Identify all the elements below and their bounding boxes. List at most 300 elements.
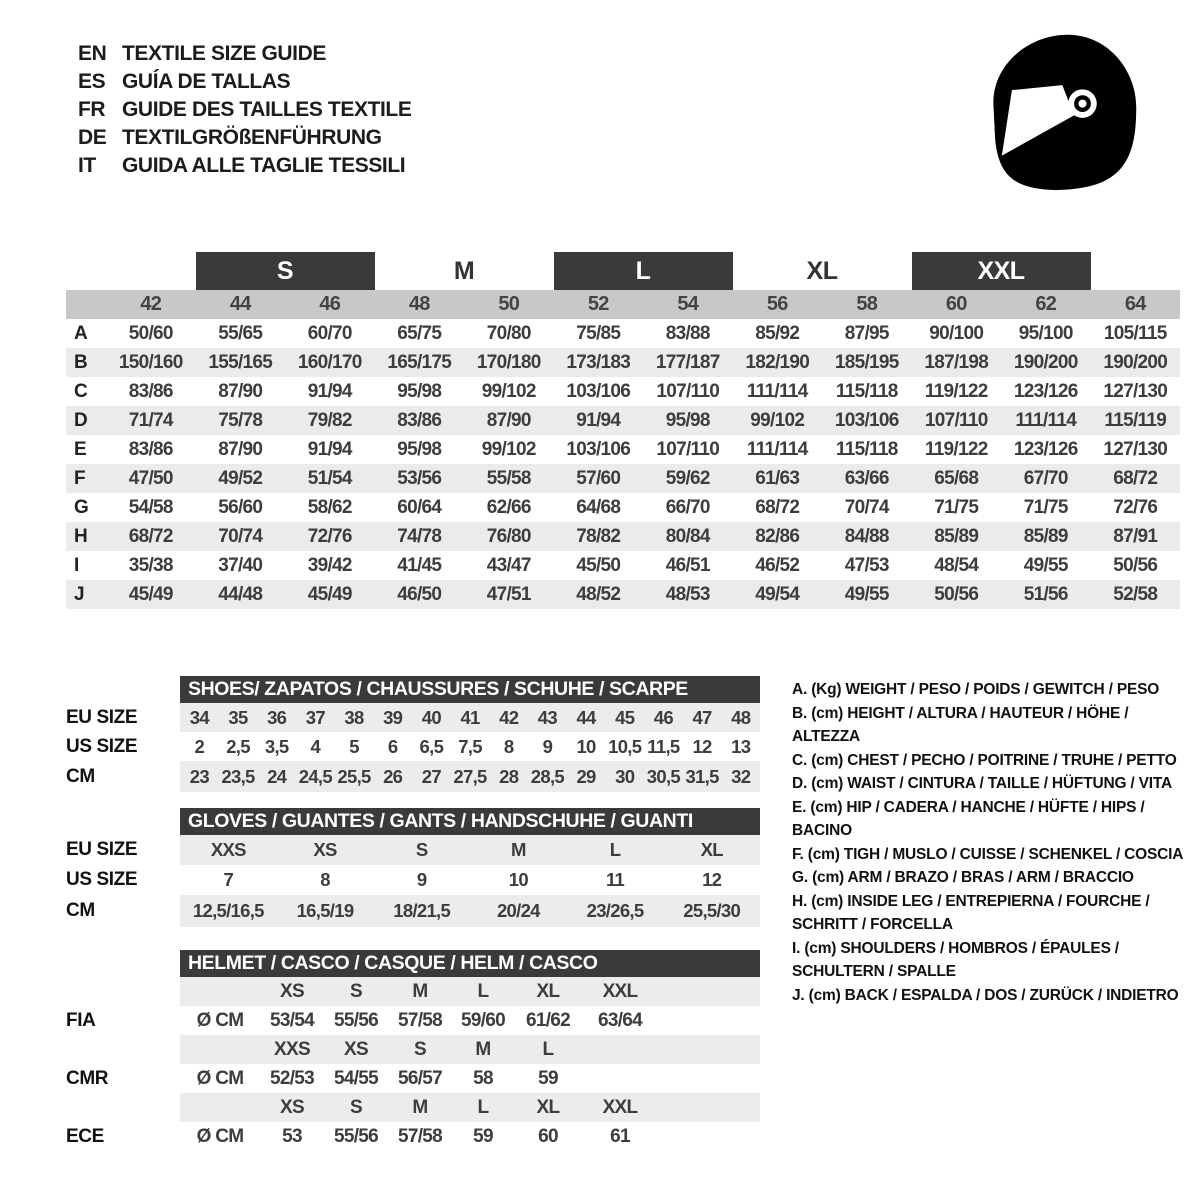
table-row [66, 761, 760, 792]
legend-item: J. (cm) BACK / ESPALDA / DOS / ZURÜCK / INDIETRO [792, 986, 1179, 1004]
size-cell: 87/95 [844, 322, 889, 344]
size-cell: 48/53 [665, 583, 710, 605]
size-cell: 71/74 [128, 409, 173, 431]
table-row [66, 895, 760, 927]
size-cell: 2 [194, 735, 205, 757]
size-cell: 55/58 [486, 467, 531, 489]
size-cell: 71/75 [934, 496, 979, 518]
size-cell: XS [313, 839, 337, 860]
size-cell: 46 [319, 293, 341, 315]
row-label: CM [66, 900, 95, 921]
size-cell: 53 [282, 1125, 302, 1147]
diameter-label: Ø CM [196, 1009, 244, 1031]
size-cell: L [542, 1038, 554, 1060]
size-band-row [66, 252, 1180, 290]
size-cell: 2,5 [226, 735, 250, 757]
row-letter: F [74, 467, 85, 489]
row-cells [180, 1035, 760, 1064]
spacer-cell [180, 977, 260, 1006]
size-cell: 103/106 [566, 438, 631, 460]
row-label: EU SIZE [66, 839, 138, 860]
language-row [78, 68, 411, 96]
size-cell: 59 [538, 1067, 558, 1089]
row-letter: A [74, 322, 88, 344]
language-title: GUÍA DE TALLAS [122, 70, 291, 93]
size-cell: 11,5 [647, 735, 680, 757]
table-row [66, 348, 1180, 377]
table-row [66, 703, 760, 732]
size-cell: 190/200 [1103, 351, 1168, 373]
diameter-label: Ø CM [196, 1067, 244, 1089]
size-cell: XXS [210, 839, 246, 860]
table-row [66, 522, 1180, 551]
size-band-l: L [554, 252, 733, 290]
size-cell: 46/51 [665, 554, 710, 576]
size-cell: 47 [692, 706, 712, 728]
table-row [66, 377, 1180, 406]
size-cell: 18/21,5 [393, 900, 451, 921]
size-cell: 23,5 [221, 765, 255, 787]
size-cell: 165/175 [387, 351, 452, 373]
size-cell: 87/90 [218, 438, 263, 460]
legend-item: C. (cm) CHEST / PECHO / POITRINE / TRUHE / PETTO [792, 751, 1177, 769]
size-cell: 61/63 [755, 467, 800, 489]
table-row [66, 1035, 760, 1064]
row-cells [180, 703, 760, 732]
size-cell: 119/122 [924, 438, 988, 460]
language-row [78, 124, 411, 152]
size-cell: 123/126 [1013, 438, 1078, 460]
size-cell: 76/80 [486, 525, 531, 547]
table-row [66, 1064, 760, 1093]
row-label [66, 977, 180, 1006]
size-band-m: M [453, 256, 475, 285]
size-cell: 44/48 [218, 583, 263, 605]
size-cell: 8 [320, 869, 330, 890]
size-cell: 123/126 [1013, 380, 1078, 402]
standard-label: FIA [66, 1009, 96, 1031]
row-label [66, 1035, 180, 1064]
size-cell: 83/86 [397, 409, 442, 431]
size-cell: 7 [223, 869, 234, 890]
size-cell: 20/24 [496, 900, 540, 921]
size-cell: 95/98 [397, 438, 442, 460]
size-cell: 48/54 [934, 554, 979, 576]
size-cell: 58 [856, 293, 878, 315]
row-letter: D [74, 409, 88, 431]
size-cell: 54/55 [333, 1067, 379, 1089]
textile-rows [66, 319, 1180, 609]
shoes-rows [66, 703, 760, 792]
size-cell: 16,5/19 [296, 900, 354, 921]
size-cell: 27 [421, 765, 441, 787]
size-cell: XXL [602, 980, 638, 1002]
size-cell: 95/100 [1018, 322, 1073, 344]
size-cell: 32 [731, 765, 751, 787]
size-cell: 85/92 [755, 322, 800, 344]
size-cell: 29 [576, 765, 596, 787]
size-cell: 85/89 [1023, 525, 1068, 547]
size-cell: 7,5 [458, 735, 482, 757]
size-cell: 42 [499, 706, 519, 728]
size-cell: 61/62 [525, 1009, 571, 1031]
language-title: GUIDA ALLE TAGLIE TESSILI [122, 154, 406, 177]
table-row [66, 580, 1180, 609]
size-cell: 39 [383, 706, 403, 728]
legend-item: F. (cm) TIGH / MUSLO / CUISSE / SCHENKEL / COSCIA [792, 845, 1184, 863]
size-cell: 75/78 [218, 409, 263, 431]
size-cell: 111/114 [1015, 409, 1077, 431]
size-cell: 54/58 [128, 496, 173, 518]
size-cell: XL [536, 980, 560, 1002]
size-cell: 115/119 [1104, 409, 1167, 431]
size-cell: 6 [387, 735, 398, 757]
gloves-rows [66, 835, 760, 927]
size-cell: 43/47 [486, 554, 531, 576]
size-cell: 34 [189, 706, 209, 728]
size-cell: 62 [1035, 293, 1057, 315]
size-cell: 38 [344, 706, 364, 728]
size-cell: 57/60 [576, 467, 621, 489]
size-cell: 28,5 [530, 765, 564, 787]
size-cell: 27,5 [453, 765, 487, 787]
row-letter: G [74, 496, 89, 518]
size-cell: 107/110 [656, 380, 720, 402]
size-cell: 39/42 [307, 554, 352, 576]
row-letter: C [74, 380, 88, 402]
size-cell: 50 [498, 293, 520, 315]
size-cell: 127/130 [1103, 438, 1168, 460]
size-cell: M [412, 1096, 428, 1118]
size-cell: 41 [460, 706, 480, 728]
size-cell: 63/64 [597, 1009, 643, 1031]
legend-item: G. (cm) ARM / BRAZO / BRAS / ARM / BRACCIO [792, 869, 1134, 886]
size-cell: L [477, 980, 489, 1002]
legend-item: A. (Kg) WEIGHT / PESO / POIDS / GEWITCH / PESO [792, 681, 1160, 698]
size-cell: 47/50 [128, 467, 173, 489]
language-title: TEXTILGRÖßENFÜHRUNG [122, 126, 382, 149]
row-cells [180, 1006, 760, 1035]
table-row [66, 1093, 760, 1122]
row-cells [180, 895, 760, 927]
table-row [66, 1122, 760, 1151]
size-cell: 59 [473, 1125, 493, 1147]
legend-item: E. (cm) HIP / CADERA / HANCHE / HÜFTE / HIPS / BACINO [792, 798, 1145, 839]
helmet-rows [66, 977, 760, 1151]
size-cell: 55/56 [333, 1125, 379, 1147]
size-cell: 68/72 [128, 525, 173, 547]
size-cell: 53/56 [397, 467, 442, 489]
size-cell: 105/115 [1103, 322, 1167, 344]
size-cell: 37 [305, 706, 325, 728]
size-cell: 48 [731, 706, 751, 728]
size-cell: 107/110 [656, 438, 720, 460]
size-cell: 177/187 [655, 351, 720, 373]
size-cell: XS [280, 1096, 304, 1118]
size-cell: 150/160 [118, 351, 183, 373]
size-cell: 185/195 [834, 351, 899, 373]
size-cell: 103/106 [834, 409, 899, 431]
size-cell: 64 [1124, 293, 1146, 315]
size-cell: XL [536, 1096, 560, 1118]
numeric-size-row [66, 290, 1180, 319]
helmet-table [66, 950, 760, 1151]
size-cell: 24 [267, 765, 287, 787]
row-letter: E [74, 438, 86, 460]
size-cell: 173/183 [566, 351, 631, 373]
row-cells [180, 1064, 760, 1093]
spacer [66, 676, 180, 703]
size-cell: 72/76 [1113, 496, 1158, 518]
size-cell: 5 [349, 735, 359, 757]
size-cell: S [415, 839, 428, 860]
size-cell: 55/65 [218, 322, 263, 344]
size-cell: XS [344, 1038, 368, 1060]
size-cell: 83/88 [665, 322, 710, 344]
size-cell: 9 [416, 869, 427, 890]
spacer-cell [180, 1093, 260, 1122]
size-cell: XXL [602, 1096, 638, 1118]
language-row [78, 96, 411, 124]
language-code: FR [78, 98, 106, 121]
size-cell: 45/49 [128, 583, 173, 605]
size-cell: 99/102 [750, 409, 805, 431]
size-cell: 61 [610, 1125, 630, 1147]
size-cell: 91/94 [307, 438, 352, 460]
size-cell: 49/55 [1023, 554, 1068, 576]
helmet-table-title: HELMET / CASCO / CASQUE / HELM / CASCO [180, 950, 760, 977]
language-title: TEXTILE SIZE GUIDE [122, 42, 326, 65]
table-row [66, 319, 1180, 348]
size-cell: 44 [576, 706, 596, 728]
size-cell: 160/170 [297, 351, 362, 373]
size-cell: 87/91 [1113, 525, 1158, 547]
table-row [66, 406, 1180, 435]
row-label: EU SIZE [66, 706, 138, 728]
size-cell: 68/72 [1113, 467, 1158, 489]
gloves-table [66, 808, 760, 927]
gloves-table-title: GLOVES / GUANTES / GANTS / HANDSCHUHE / GUANTI [180, 808, 760, 835]
size-cell: 91/94 [307, 380, 352, 402]
size-cell: 50/56 [934, 583, 979, 605]
size-cell: 79/82 [307, 409, 352, 431]
size-cell: 60/64 [397, 496, 442, 518]
size-cell: 75/85 [576, 322, 621, 344]
size-cell: 95/98 [397, 380, 442, 402]
size-cell: 30 [615, 765, 635, 787]
spacer-cell [180, 1035, 260, 1064]
size-cell: 99/102 [481, 380, 536, 402]
size-cell: 31,5 [685, 765, 719, 787]
size-cell: 47/51 [486, 583, 531, 605]
size-cell: 51/54 [307, 467, 352, 489]
size-band-xl: XL [806, 256, 838, 285]
size-cell: 46/50 [397, 583, 442, 605]
legend-item: D. (cm) WAIST / CINTURA / TAILLE / HÜFTUNG / VITA [792, 775, 1172, 792]
size-cell: 41/45 [397, 554, 442, 576]
size-cell: 60 [945, 293, 967, 315]
row-cells [180, 835, 760, 865]
size-cell: 3,5 [264, 735, 289, 757]
size-cell: 50/60 [128, 322, 173, 344]
size-cell: 35 [228, 706, 248, 728]
row-cells [180, 761, 760, 792]
size-cell: 90/100 [929, 322, 984, 344]
table-row [66, 1006, 760, 1035]
size-cell: 85/89 [934, 525, 979, 547]
size-cell: 37/40 [218, 554, 263, 576]
size-cell: 67/70 [1023, 467, 1068, 489]
size-cell: 45/50 [576, 554, 621, 576]
size-cell: 26 [383, 765, 403, 787]
size-cell: XS [280, 980, 304, 1002]
size-cell: 36 [267, 706, 287, 728]
size-cell: 65/75 [397, 322, 442, 344]
size-cell: 99/102 [481, 438, 536, 460]
row-letter: J [74, 583, 84, 605]
table-row [66, 493, 1180, 522]
size-cell: 12 [702, 869, 722, 890]
size-cell: 83/86 [128, 438, 173, 460]
language-row [78, 152, 411, 180]
row-cells [180, 865, 760, 895]
size-cell: 54 [677, 293, 699, 315]
size-cell: 57/58 [397, 1009, 443, 1031]
size-cell: 24,5 [298, 765, 332, 787]
row-cells [180, 1093, 760, 1122]
size-cell: 84/88 [844, 525, 889, 547]
size-cell: XL [700, 839, 723, 860]
size-cell: 23/26,5 [586, 900, 644, 921]
row-letter: I [74, 554, 79, 576]
size-cell: 57/58 [397, 1125, 443, 1147]
size-cell: 103/106 [566, 380, 631, 402]
size-cell: 55/56 [333, 1009, 379, 1031]
shoes-table-title: SHOES/ ZAPATOS / CHAUSSURES / SCHUHE / SCARPE [180, 676, 760, 703]
size-cell: 59/62 [665, 467, 710, 489]
row-cells [180, 732, 760, 761]
size-cell: 60 [538, 1125, 558, 1147]
size-cell: M [510, 839, 526, 860]
size-cell: 10 [508, 869, 528, 890]
size-cell: 62/66 [486, 496, 531, 518]
size-cell: 13 [731, 735, 751, 757]
spacer-cell [66, 290, 106, 319]
legend-item: B. (cm) HEIGHT / ALTURA / HAUTEUR / HÖHE / ALTEZZA [792, 704, 1129, 745]
size-cell: 70/74 [844, 496, 889, 518]
size-cell: 82/86 [755, 525, 800, 547]
size-cell: 58/62 [307, 496, 352, 518]
size-cell: 56/57 [397, 1067, 443, 1089]
diameter-label: Ø CM [196, 1125, 244, 1147]
size-cell: L [477, 1096, 489, 1118]
legend-item: H. (cm) INSIDE LEG / ENTREPIERNA / FOURCHE / SCHRITT / FORCELLA [792, 892, 1150, 933]
size-cell: 45 [615, 706, 635, 728]
size-cell: 87/90 [486, 409, 531, 431]
size-cell: 45/49 [307, 583, 352, 605]
size-cell: 52/58 [1113, 583, 1158, 605]
size-cell: 71/75 [1023, 496, 1068, 518]
size-cell: 10,5 [608, 735, 642, 757]
size-cell: 11 [605, 869, 625, 890]
row-letter: B [74, 351, 88, 373]
size-cell: 12,5/16,5 [192, 900, 264, 921]
table-row [66, 435, 1180, 464]
language-title-list [78, 40, 411, 180]
size-cell: 115/118 [835, 380, 898, 402]
size-cell: 43 [537, 706, 557, 728]
size-band-xxl: XXL [912, 252, 1091, 290]
size-cell: 28 [499, 765, 519, 787]
size-cell: 25,5/30 [683, 900, 741, 921]
size-cell: 83/86 [128, 380, 173, 402]
size-cell: 52/53 [269, 1067, 315, 1089]
size-cell: 91/94 [576, 409, 621, 431]
size-cell: 78/82 [576, 525, 621, 547]
size-cell: 65/68 [934, 467, 979, 489]
size-cell: 48/52 [576, 583, 621, 605]
size-cell: 80/84 [665, 525, 710, 547]
size-cell: 51/56 [1023, 583, 1068, 605]
size-cell: 47/53 [844, 554, 889, 576]
size-cell: 49/55 [844, 583, 889, 605]
size-cell: 49/52 [218, 467, 263, 489]
table-row [66, 464, 1180, 493]
size-cell: 46 [653, 706, 673, 728]
size-cell: 12 [692, 735, 712, 757]
size-cell: 87/90 [218, 380, 263, 402]
row-letter: H [74, 525, 88, 547]
size-cell: S [414, 1038, 426, 1060]
language-code: ES [78, 70, 106, 93]
size-cell: 190/200 [1013, 351, 1078, 373]
row-label: US SIZE [66, 735, 138, 757]
size-cell: 53/54 [269, 1009, 315, 1031]
size-cell: 35/38 [128, 554, 173, 576]
size-cell: 107/110 [924, 409, 988, 431]
language-title: GUIDE DES TAILLES TEXTILE [122, 98, 412, 121]
size-cell: 115/118 [835, 438, 898, 460]
size-cell: M [475, 1038, 491, 1060]
table-row [66, 977, 760, 1006]
table-row [66, 732, 760, 761]
size-cell: 25,5 [337, 765, 371, 787]
size-cell: 60/70 [307, 322, 352, 344]
size-cell: 72/76 [307, 525, 352, 547]
row-label: US SIZE [66, 869, 138, 890]
table-row [66, 835, 760, 865]
table-row [66, 551, 1180, 580]
size-cell: 187/198 [924, 351, 989, 373]
size-cell: 182/190 [745, 351, 810, 373]
size-cell: 95/98 [665, 409, 710, 431]
size-cell: 119/122 [924, 380, 988, 402]
size-cell: S [350, 980, 362, 1002]
size-cell: 155/165 [208, 351, 273, 373]
size-cell: 4 [310, 735, 321, 757]
size-cell: 6,5 [419, 735, 444, 757]
size-cell: 48 [408, 293, 430, 315]
table-row [66, 865, 760, 895]
standard-label: CMR [66, 1067, 109, 1089]
row-cells [180, 1122, 760, 1151]
size-cell: 63/66 [844, 467, 889, 489]
shoes-table [66, 676, 760, 792]
row-label [66, 1093, 180, 1122]
racing-helmet-icon [980, 26, 1148, 198]
language-code: DE [78, 126, 107, 149]
size-cell: 8 [503, 735, 514, 757]
